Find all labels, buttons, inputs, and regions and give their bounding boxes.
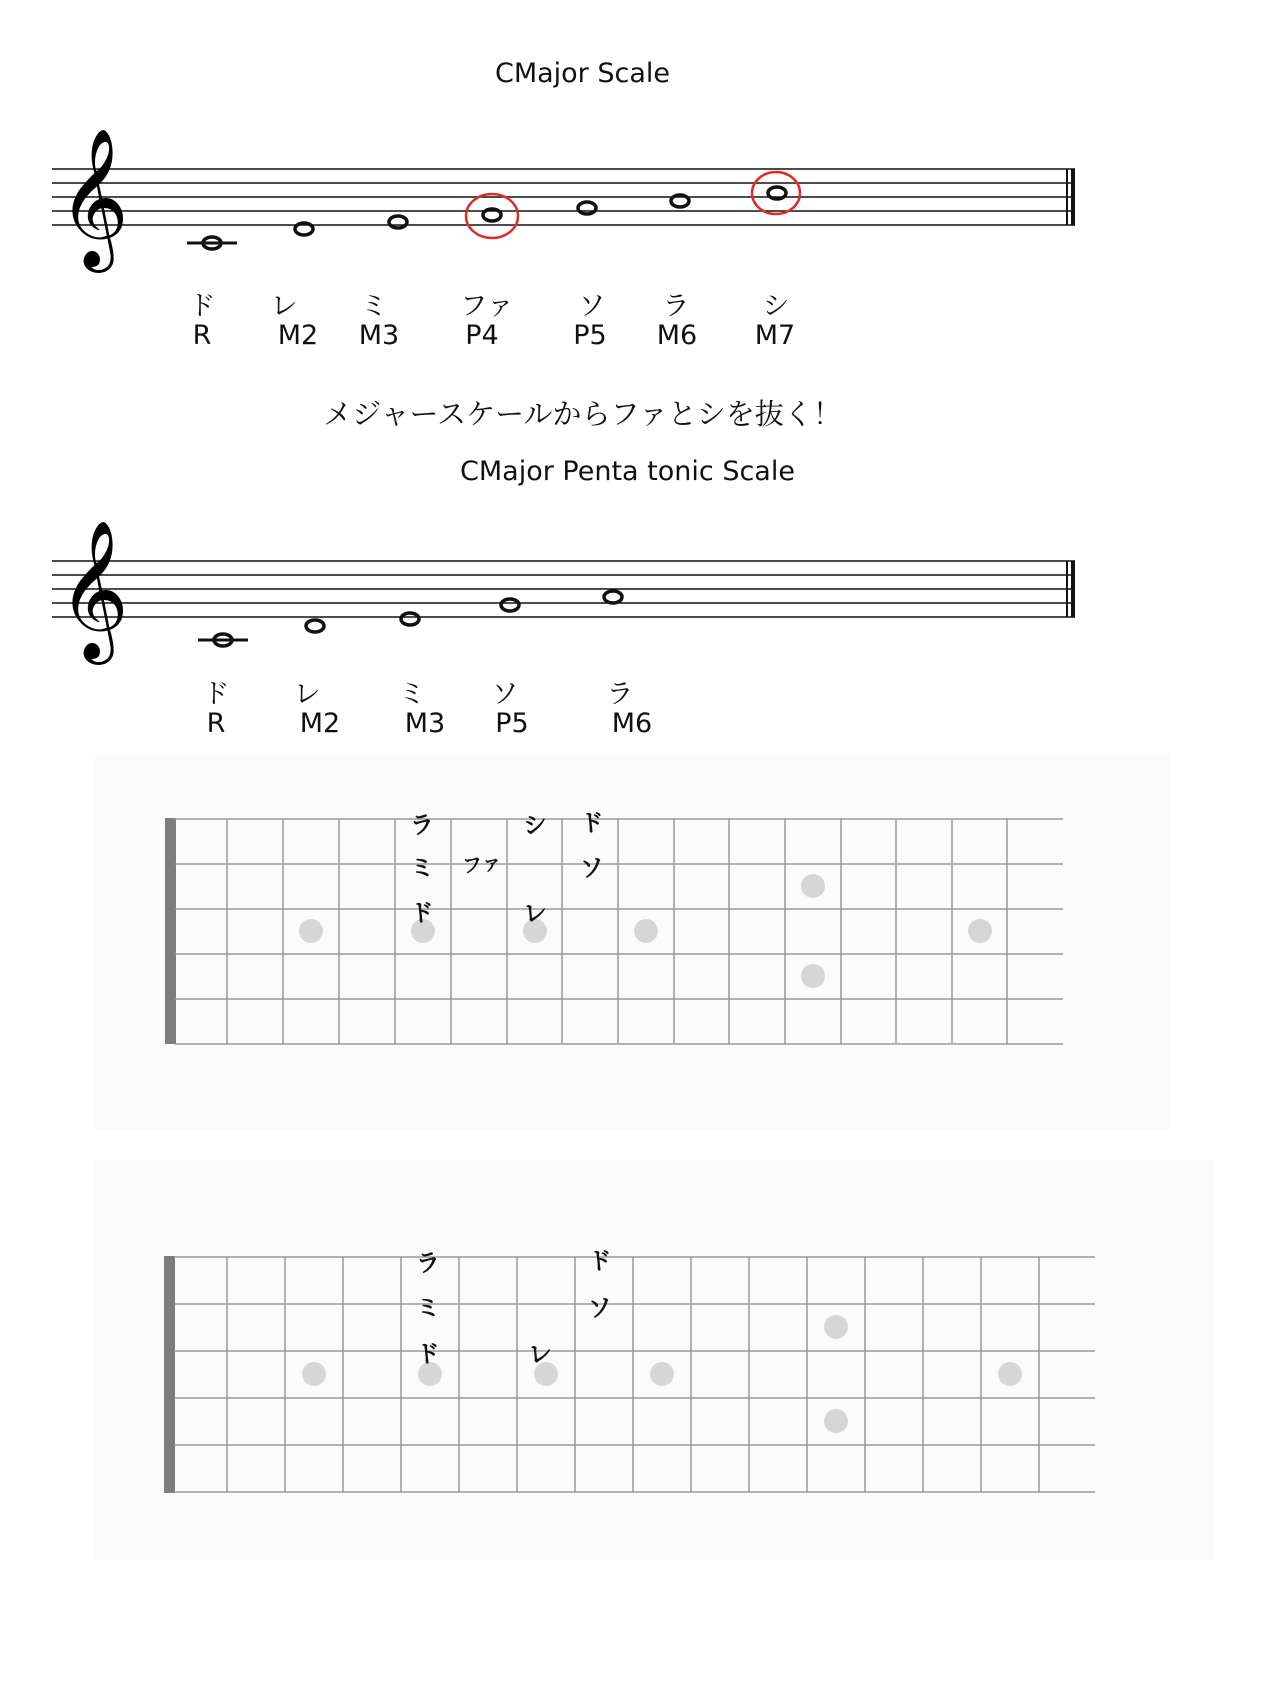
interval-label: M3 bbox=[358, 320, 400, 351]
hand-mark: レ bbox=[526, 1338, 554, 1370]
hand-mark: ド bbox=[578, 807, 606, 839]
interval-label: P5 bbox=[573, 320, 607, 351]
nut bbox=[165, 818, 176, 1044]
interval-label: M6 bbox=[611, 708, 653, 739]
hand-mark: ラ bbox=[408, 809, 436, 841]
note-name: シ bbox=[762, 291, 790, 322]
hand-mark: レ bbox=[521, 897, 549, 929]
note-name: レ bbox=[293, 679, 321, 710]
major-scale-title: CMajor Scale bbox=[494, 58, 671, 89]
fret-markers bbox=[302, 1315, 1022, 1433]
hand-mark: シ bbox=[521, 809, 549, 841]
note-so bbox=[578, 202, 596, 214]
highlight-circle-si bbox=[752, 172, 800, 214]
note-name: ミ bbox=[398, 679, 426, 710]
interval-label: P5 bbox=[495, 708, 529, 739]
hand-mark: ド bbox=[414, 1338, 442, 1370]
note-la bbox=[604, 591, 622, 603]
hand-mark: ド bbox=[408, 897, 436, 929]
interval-label: M6 bbox=[656, 320, 698, 351]
interval-label: R bbox=[206, 708, 226, 739]
note-name: ファ bbox=[460, 291, 514, 322]
interval-label: P4 bbox=[465, 320, 499, 351]
instruction-text: メジャースケールからファとシを抜く！ bbox=[323, 397, 842, 431]
treble-clef-icon: 𝄞 bbox=[58, 128, 129, 267]
hand-mark: ソ bbox=[578, 852, 606, 884]
staff-1 bbox=[52, 169, 1075, 225]
note-name: レ bbox=[270, 291, 298, 322]
hand-mark: ラ bbox=[414, 1247, 442, 1279]
staff-2-notes bbox=[198, 591, 622, 646]
fretboard-2 bbox=[164, 1256, 1095, 1493]
note-name: ソ bbox=[578, 291, 606, 322]
interval-label: M7 bbox=[754, 320, 796, 351]
interval-label: R bbox=[192, 320, 212, 351]
interval-label: M2 bbox=[277, 320, 319, 351]
note-name: ド bbox=[188, 291, 216, 322]
hand-mark: ド bbox=[586, 1245, 614, 1277]
note-mi bbox=[389, 216, 407, 228]
penta-scale-title: CMajor Penta tonic Scale bbox=[460, 456, 795, 487]
note-re bbox=[306, 620, 324, 632]
note-mi bbox=[401, 613, 419, 625]
fret-markers bbox=[299, 874, 992, 988]
note-name: ミ bbox=[360, 291, 388, 322]
interval-label: M2 bbox=[299, 708, 341, 739]
note-name: ラ bbox=[606, 679, 634, 710]
staff-2 bbox=[52, 561, 1075, 617]
hand-mark: ミ bbox=[408, 852, 436, 884]
frets bbox=[227, 1257, 1039, 1492]
highlight-circle-fa bbox=[466, 194, 518, 238]
hand-mark: ファ bbox=[461, 849, 503, 878]
note-name: ソ bbox=[491, 679, 519, 710]
treble-clef-icon: 𝄞 bbox=[58, 520, 129, 659]
frets bbox=[227, 819, 1007, 1044]
hand-mark: ソ bbox=[586, 1292, 614, 1324]
note-name: ラ bbox=[662, 291, 690, 322]
note-name: ド bbox=[202, 679, 230, 710]
interval-label: M3 bbox=[404, 708, 446, 739]
nut bbox=[164, 1256, 175, 1493]
note-so bbox=[501, 599, 519, 611]
fretboard-1 bbox=[165, 818, 1063, 1044]
hand-mark: ミ bbox=[414, 1292, 442, 1324]
